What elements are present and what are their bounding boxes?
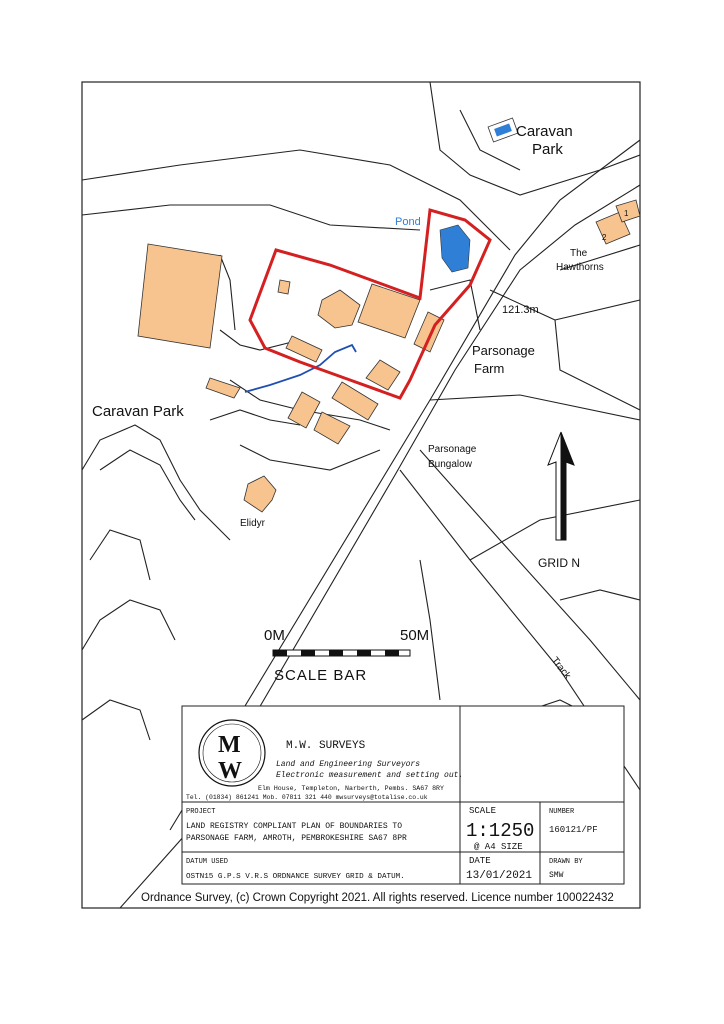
label-house-1: 1 xyxy=(624,209,629,218)
drawn-value: SMW xyxy=(549,871,564,880)
scale-bar-caption: SCALE BAR xyxy=(274,667,368,684)
logo-w: W xyxy=(218,758,242,784)
scale-bar-start: 0M xyxy=(264,627,285,644)
label-track: Track xyxy=(548,655,573,682)
scale-label: SCALE xyxy=(469,806,497,816)
building xyxy=(366,360,400,390)
building xyxy=(138,244,222,348)
north-arrow-icon xyxy=(548,432,561,540)
date-label: DATE xyxy=(469,856,491,866)
building xyxy=(318,290,360,328)
label-spot-height: 121.3m xyxy=(502,304,539,316)
scale-value: 1:1250 xyxy=(466,820,535,842)
firm-contact: Tel. (01834) 861241 Mob. 07811 321 440 mwsurveys@totalise.co.uk xyxy=(186,794,428,801)
datum-label: DATUM USED xyxy=(186,858,229,866)
datum-value: OSTN15 G.P.S V.R.S ORDNANCE SURVEY GRID & DATUM. xyxy=(186,873,405,881)
label-hawthorns-2: Hawthorns xyxy=(556,262,604,273)
label-parsonage-farm: Parsonage xyxy=(472,343,535,358)
label-caravan-park-w: Caravan Park xyxy=(92,403,184,420)
building xyxy=(358,284,420,338)
project-line-1: LAND REGISTRY COMPLIANT PLAN OF BOUNDARIES TO xyxy=(186,822,403,831)
title-block xyxy=(182,706,624,884)
building xyxy=(314,412,350,444)
firm-tagline-2: Electronic measurement and setting out. xyxy=(276,771,464,780)
label-bungalow-2: Bungalow xyxy=(428,459,472,470)
label-caravan-park-ne: Caravan xyxy=(516,123,573,140)
pond-water xyxy=(440,225,470,272)
north-arrow xyxy=(548,432,574,540)
copyright-notice: Ordnance Survey, (c) Crown Copyright 2021. All rights reserved. Licence number 100022432 xyxy=(141,892,614,904)
building xyxy=(288,392,320,428)
label-pond: Pond xyxy=(395,216,421,228)
number-label: NUMBER xyxy=(549,808,575,816)
building xyxy=(244,476,276,512)
label-house-2: 2 xyxy=(602,233,607,242)
scale-size: @ A4 SIZE xyxy=(474,842,523,852)
caravan-park-pool xyxy=(488,118,518,142)
label-grid-north: GRID N xyxy=(538,556,580,570)
scale-bar-end: 50M xyxy=(400,627,430,644)
label-elidyr: Elidyr xyxy=(240,518,266,529)
date-value: 13/01/2021 xyxy=(466,870,533,882)
firm-name: M.W. SURVEYS xyxy=(286,740,366,752)
project-line-2: PARSONAGE FARM, AMROTH, PEMBROKESHIRE SA67 8PR xyxy=(186,834,407,843)
project-label: PROJECT xyxy=(186,808,216,816)
building xyxy=(206,378,240,398)
label-bungalow: Parsonage xyxy=(428,444,477,455)
drawn-label: DRAWN BY xyxy=(549,858,583,866)
building xyxy=(278,280,290,294)
number-value: 160121/PF xyxy=(549,825,598,835)
firm-address: Elm House, Templeton, Narberth, Pembs. SA67 8RY xyxy=(258,785,444,792)
firm-tagline-1: Land and Engineering Surveyors xyxy=(276,760,421,769)
label-hawthorns: The xyxy=(570,248,588,259)
label-parsonage-farm-2: Farm xyxy=(474,361,505,376)
label-caravan-park-ne-2: Park xyxy=(532,141,563,158)
scale-bar xyxy=(264,627,429,684)
logo-m: M xyxy=(218,732,241,758)
